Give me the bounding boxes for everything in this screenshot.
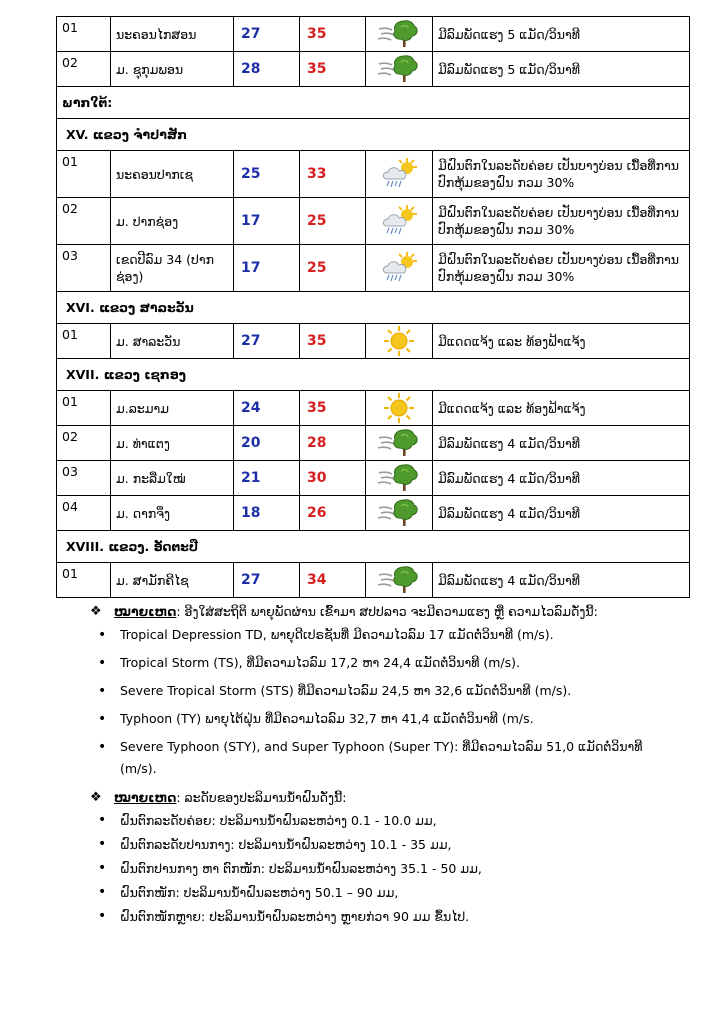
location-name: ມ. ສາມັກຄີໄຊ: [111, 563, 234, 598]
list-item: • Typhoon (TY) ພາຍຸໄຕ້ຝຸ່ນ ທີ່ມີຄວາມໄວລົມ 32,7 ຫາ 41,4 ແມັດຕໍ່ວິນາທີ (m/s.: [90, 708, 680, 730]
storm-category-list: [90, 624, 680, 780]
table-row: [57, 496, 690, 531]
cloud-sun-rain-icon: [366, 251, 432, 285]
region-heading: [57, 87, 690, 119]
location-name: ມ. ດາກຈຶງ: [111, 496, 234, 531]
weather-icon-cell: [366, 151, 433, 198]
note-title: ໝາຍເຫດ: [114, 604, 177, 619]
location-name: ມ. ກະລືມໃໝ່: [111, 461, 234, 496]
notes-section: [90, 600, 680, 930]
min-temp: 27: [234, 324, 300, 359]
province-heading: [57, 359, 690, 391]
row-number: 01: [57, 563, 111, 598]
location-name: ມ. ທ່າແຕງ: [111, 426, 234, 461]
cloud-sun-rain-icon: [366, 157, 432, 191]
min-temp: 27: [234, 17, 300, 52]
max-temp: 33: [300, 151, 366, 198]
wind-tree-icon: [366, 54, 432, 84]
max-temp: 35: [300, 17, 366, 52]
min-temp: 28: [234, 52, 300, 87]
note-rain-heading: [90, 786, 680, 810]
max-temp: 25: [300, 198, 366, 245]
weather-icon-cell: [366, 496, 433, 531]
max-temp: 35: [300, 52, 366, 87]
wind-tree-icon: [366, 428, 432, 458]
list-item: • Severe Tropical Storm (STS) ທີ່ມີຄວາມໄວລົມ 24,5 ຫາ 32,6 ແມັດຕໍ່ວິນາທີ (m/s).: [90, 680, 680, 702]
max-temp: 35: [300, 324, 366, 359]
location-name: ມ. ສາລະວັນ: [111, 324, 234, 359]
sun-icon: [366, 392, 432, 424]
forecast-table: [56, 16, 690, 598]
list-item: • Tropical Storm (TS), ທີ່ມີຄວາມໄວລົມ 17,2 ຫາ 24,4 ແມັດຕໍ່ວິນາທີ (m/s).: [90, 652, 680, 674]
table-row: [57, 198, 690, 245]
province-heading: [57, 292, 690, 324]
weather-icon-cell: [366, 324, 433, 359]
min-temp: 20: [234, 426, 300, 461]
max-temp: 34: [300, 563, 366, 598]
cloud-sun-rain-icon: [366, 204, 432, 238]
weather-description: ມີຝົນຕົກໃນລະດັບຄ່ອຍ ເປັນບາງບ່ອນ ເນື້ອທີ່ການປົກຫຸ້ມຂອງຝົນ ກວມ 30%: [433, 245, 690, 292]
weather-icon-cell: [366, 17, 433, 52]
list-item: • ຝົນຕົກລະດັບປານກາງ: ປະລິມານນໍ້າຝົນລະຫວ່າງ 10.1 - 35 ມມ,: [90, 834, 680, 855]
list-item: • ຝົນຕົກໜັກ: ປະລິມານນໍ້າຝົນລະຫວ່າງ 50.1 – 90 ມມ,: [90, 882, 680, 903]
location-name: ນະຄອນປາກເຊ: [111, 151, 234, 198]
row-number: 01: [57, 151, 111, 198]
table-row: [57, 563, 690, 598]
weather-icon-cell: [366, 563, 433, 598]
list-item: • Severe Typhoon (STY), and Super Typhoon (Super TY): ທີ່ມີຄວາມໄວລົມ 51,0 ແມັດຕໍ່ວິນາທີ (m/s).: [90, 736, 680, 780]
province-heading-label: XVI. ແຂວງ ສາລະວັນ: [57, 292, 690, 324]
table-row: [57, 245, 690, 292]
weather-description: ມີລົມພັດແຮງ 4 ແມັດ/ວິນາທີ: [433, 563, 690, 598]
list-item: • Tropical Depression TD, ພາຍຸດີເປຣຊັນທີ່ ມີຄວາມໄວລົມ 17 ແມັດຕໍ່ວິນາທີ (m/s).: [90, 624, 680, 646]
weather-description: ມີຝົນຕົກໃນລະດັບຄ່ອຍ ເປັນບາງບ່ອນ ເນື້ອທີ່ການປົກຫຸ້ມຂອງຝົນ ກວມ 30%: [433, 198, 690, 245]
weather-icon-cell: [366, 426, 433, 461]
weather-description: ມີລົມພັດແຮງ 4 ແມັດ/ວິນາທີ: [433, 496, 690, 531]
row-number: 01: [57, 391, 111, 426]
weather-icon-cell: [366, 198, 433, 245]
row-number: 02: [57, 198, 111, 245]
table-row: [57, 391, 690, 426]
weather-description: ມີຝົນຕົກໃນລະດັບຄ່ອຍ ເປັນບາງບ່ອນ ເນື້ອທີ່ການປົກຫຸ້ມຂອງຝົນ ກວມ 30%: [433, 151, 690, 198]
sun-icon: [366, 325, 432, 357]
wind-tree-icon: [366, 19, 432, 49]
province-heading-label: XVIII. ແຂວງ. ອັດຕະປື: [57, 531, 690, 563]
diamond-bullet-icon: ❖: [90, 604, 102, 619]
min-temp: 17: [234, 198, 300, 245]
table-row: [57, 151, 690, 198]
row-number: 03: [57, 461, 111, 496]
row-number: 02: [57, 426, 111, 461]
province-heading-label: XVII. ແຂວງ ເຊກອງ: [57, 359, 690, 391]
weather-icon-cell: [366, 391, 433, 426]
max-temp: 25: [300, 245, 366, 292]
region-heading-label: ພາກໃຕ້:: [57, 87, 690, 119]
location-name: ນະຄອນໄກສອນ: [111, 17, 234, 52]
weather-description: ມີລົມພັດແຮງ 5 ແມັດ/ວິນາທີ: [433, 17, 690, 52]
min-temp: 21: [234, 461, 300, 496]
min-temp: 25: [234, 151, 300, 198]
forecast-page: [56, 16, 690, 598]
note-intro: : ລະດັບຂອງປະລິມານນໍ້າຝົນດັ່ງນີ້:: [176, 790, 347, 805]
row-number: 03: [57, 245, 111, 292]
weather-icon-cell: [366, 245, 433, 292]
province-heading-label: XV. ແຂວງ ຈໍາປາສັກ: [57, 119, 690, 151]
note-intro: : ອີງໃສ່ສະຖິຕິ ພາຍຸພັດຜ່ານ ເຂົ້າມາ ສປປລາວ ຈະມີຄວາມແຮງ ຫຼື ຄວາມໄວລົມດັ່ງນີ້:: [176, 604, 598, 619]
table-row: [57, 426, 690, 461]
province-heading: [57, 531, 690, 563]
wind-tree-icon: [366, 565, 432, 595]
weather-description: ມີແດດແຈ້ງ ແລະ ທ້ອງຟ້າແຈ້ງ: [433, 324, 690, 359]
weather-description: ມີລົມພັດແຮງ 4 ແມັດ/ວິນາທີ: [433, 461, 690, 496]
max-temp: 30: [300, 461, 366, 496]
weather-description: ມີແດດແຈ້ງ ແລະ ທ້ອງຟ້າແຈ້ງ: [433, 391, 690, 426]
row-number: 02: [57, 52, 111, 87]
min-temp: 18: [234, 496, 300, 531]
min-temp: 27: [234, 563, 300, 598]
min-temp: 24: [234, 391, 300, 426]
list-item: • ຝົນຕົກໜັກຫຼາຍ: ປະລິມານນໍ້າຝົນລະຫວ່າງ ຫຼາຍກ່ວາ 90 ມມ ຂຶ້ນໄປ.: [90, 906, 680, 927]
location-name: ເຂດປີລົມ 34 (ປາກຊ່ອງ): [111, 245, 234, 292]
note-wind-heading: [90, 600, 680, 624]
wind-tree-icon: [366, 463, 432, 493]
row-number: 01: [57, 17, 111, 52]
note-title: ໝາຍເຫດ: [114, 790, 177, 805]
weather-icon-cell: [366, 461, 433, 496]
table-row: [57, 52, 690, 87]
province-heading: [57, 119, 690, 151]
max-temp: 35: [300, 391, 366, 426]
weather-description: ມີລົມພັດແຮງ 4 ແມັດ/ວິນາທີ: [433, 426, 690, 461]
rainfall-level-list: [90, 810, 680, 927]
location-name: ມ. ຊຸກຸມພອນ: [111, 52, 234, 87]
wind-tree-icon: [366, 498, 432, 528]
location-name: ມ. ປາກຊ່ອງ: [111, 198, 234, 245]
table-row: [57, 17, 690, 52]
list-item: • ຝົນຕົກປານກາງ ຫາ ຕົກໜັກ: ປະລິມານນໍ້າຝົນລະຫວ່າງ 35.1 - 50 ມມ,: [90, 858, 680, 879]
row-number: 04: [57, 496, 111, 531]
weather-icon-cell: [366, 52, 433, 87]
location-name: ມ.ລະມາມ: [111, 391, 234, 426]
max-temp: 28: [300, 426, 366, 461]
min-temp: 17: [234, 245, 300, 292]
weather-description: ມີລົມພັດແຮງ 5 ແມັດ/ວິນາທີ: [433, 52, 690, 87]
table-row: [57, 324, 690, 359]
max-temp: 26: [300, 496, 366, 531]
table-row: [57, 461, 690, 496]
row-number: 01: [57, 324, 111, 359]
diamond-bullet-icon: ❖: [90, 790, 102, 805]
list-item: • ຝົນຕົກລະດັບຄ່ອຍ: ປະລິມານນໍ້າຝົນລະຫວ່າງ 0.1 - 10.0 ມມ,: [90, 810, 680, 831]
